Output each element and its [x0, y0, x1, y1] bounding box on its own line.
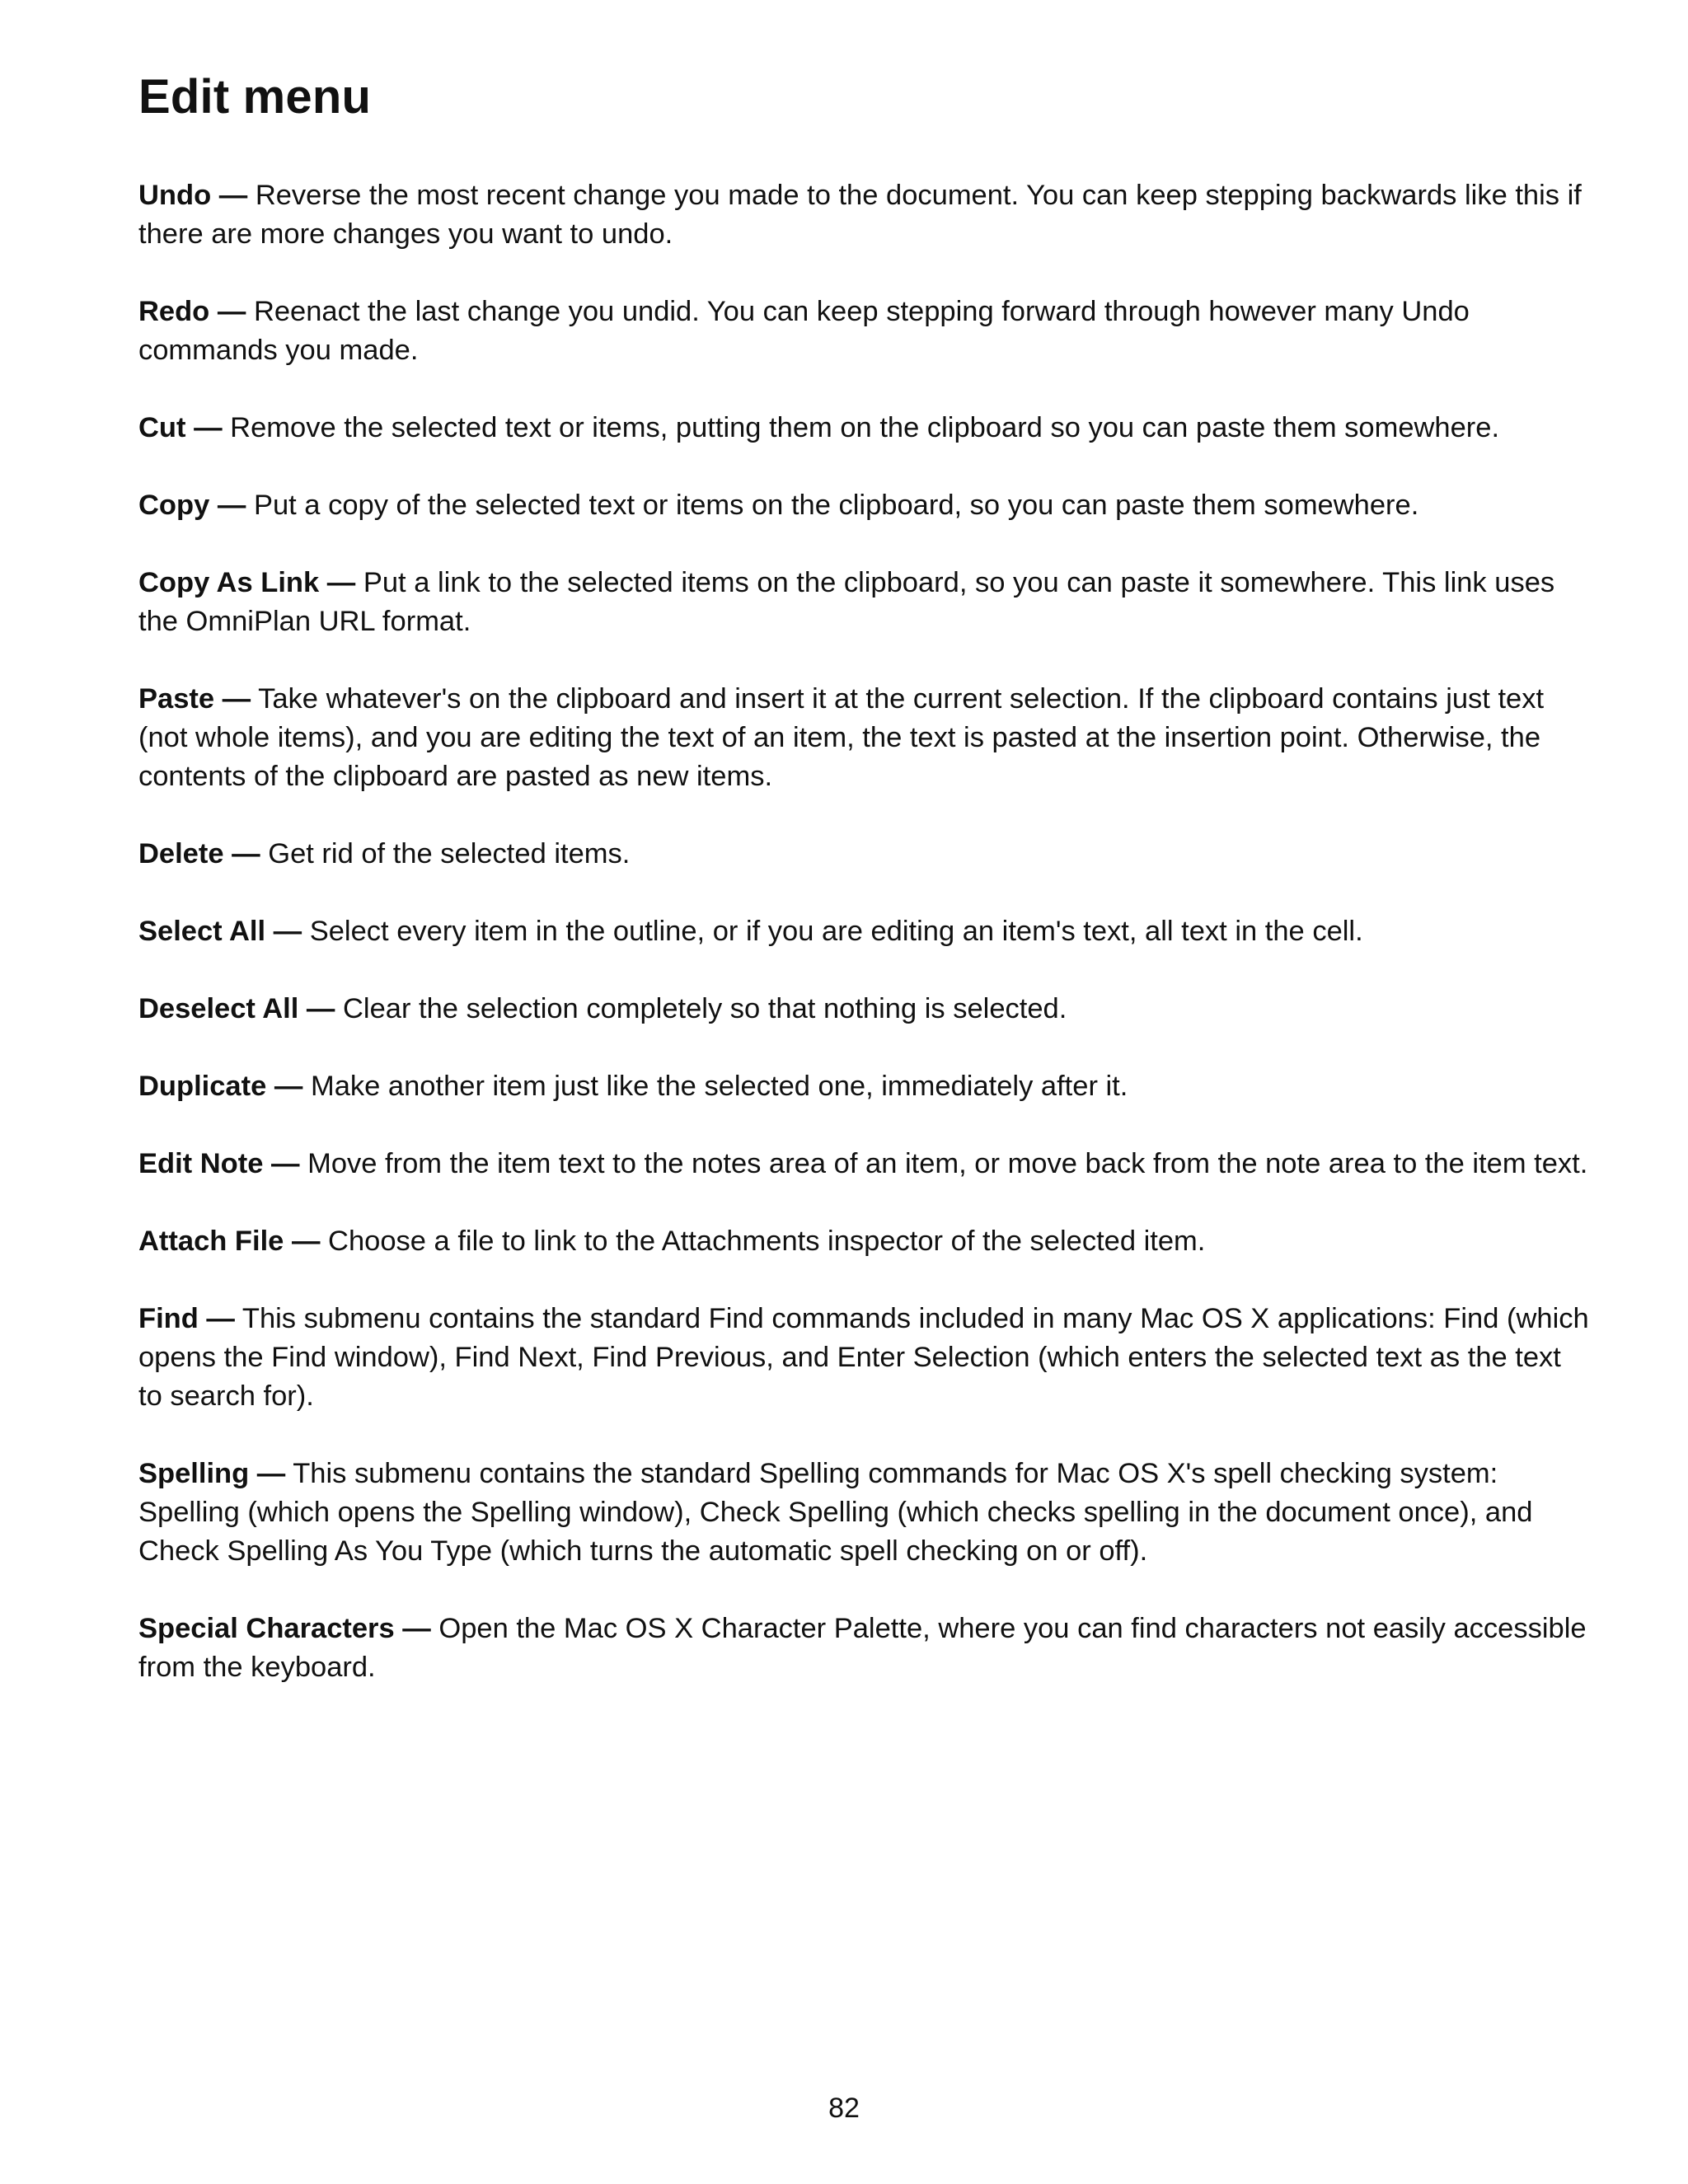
entry-text: Clear the selection completely so that nothing is selected.	[343, 993, 1067, 1024]
entry-term: Undo —	[138, 180, 248, 211]
entry-spelling	[138, 1455, 1589, 1571]
entry-text: Move from the item text to the notes area of an item, or move back from the note area to the item text.	[307, 1148, 1588, 1179]
page-number: 82	[828, 2093, 860, 2124]
entry-cut	[138, 409, 1589, 448]
entry-select-all	[138, 912, 1589, 951]
entry-text: Put a link to the selected items on the clipboard, so you can paste it somewhere. This link uses the OmniPlan URL format.	[138, 567, 1555, 637]
entry-text: Put a copy of the selected text or items on the clipboard, so you can paste them somewhere.	[253, 490, 1419, 521]
entry-term: Copy As Link —	[138, 567, 356, 598]
entry-delete	[138, 835, 1589, 874]
entry-text: Choose a file to link to the Attachments inspector of the selected item.	[328, 1226, 1206, 1257]
entry-paste	[138, 680, 1589, 796]
entry-term: Paste —	[138, 683, 251, 715]
entry-copy	[138, 486, 1589, 525]
entry-text: This submenu contains the standard Spelling commands for Mac OS X's spell checking system: Spelling (which opens the Spelling window), Check Spelling (which checks spelling in the document once), and Check Spelling As You Type (which turns the automatic spell checking on or off).	[138, 1458, 1533, 1567]
entry-term: Attach File —	[138, 1226, 321, 1257]
entry-copy-as-link	[138, 564, 1589, 641]
entry-find	[138, 1300, 1589, 1416]
entry-term: Copy —	[138, 490, 246, 521]
entry-duplicate	[138, 1067, 1589, 1106]
entry-redo	[138, 293, 1589, 370]
entry-term: Special Characters —	[138, 1613, 431, 1644]
entry-text: Open the Mac OS X Character Palette, where you can find characters not easily accessible from the keyboard.	[138, 1613, 1587, 1683]
entry-term: Cut —	[138, 412, 223, 443]
entry-term: Duplicate —	[138, 1071, 303, 1102]
document-page	[138, 64, 1589, 1726]
entry-text: Reenact the last change you undid. You can keep stepping forward through however many Undo commands you made.	[138, 296, 1470, 366]
entry-term: Delete —	[138, 838, 260, 869]
entry-text: Take whatever's on the clipboard and insert it at the current selection. If the clipboard contains just text (not whole items), and you are editing the text of an item, the text is pasted at the insertion point. Otherwise, the contents of the clipboard are pasted as new items.	[138, 683, 1545, 792]
entry-term: Spelling —	[138, 1458, 286, 1489]
entry-text: Select every item in the outline, or if you are editing an item's text, all text in the cell.	[309, 916, 1363, 947]
entry-term: Deselect All —	[138, 993, 335, 1024]
entry-term: Redo —	[138, 296, 246, 327]
page-title: Edit menu	[138, 70, 372, 124]
entry-text: This submenu contains the standard Find commands included in many Mac OS X applications: Find (which opens the Find window), Find Next, Find Previous, and Enter Selection (which enters the selected text as the text to search for).	[138, 1303, 1589, 1412]
entry-edit-note	[138, 1145, 1589, 1183]
entry-term: Select All —	[138, 916, 302, 947]
entry-deselect-all	[138, 990, 1589, 1029]
entry-term: Find —	[138, 1303, 235, 1334]
entry-special-characters	[138, 1610, 1589, 1687]
entry-term: Edit Note —	[138, 1148, 300, 1179]
entry-text: Make another item just like the selected one, immediately after it.	[310, 1071, 1128, 1102]
entry-text: Remove the selected text or items, putting them on the clipboard so you can paste them somewhere.	[230, 412, 1500, 443]
entry-text: Reverse the most recent change you made to the document. You can keep stepping backwards like this if there are more changes you want to undo.	[138, 180, 1582, 250]
entry-undo	[138, 176, 1589, 254]
entry-text: Get rid of the selected items.	[268, 838, 631, 869]
entry-attach-file	[138, 1222, 1589, 1261]
